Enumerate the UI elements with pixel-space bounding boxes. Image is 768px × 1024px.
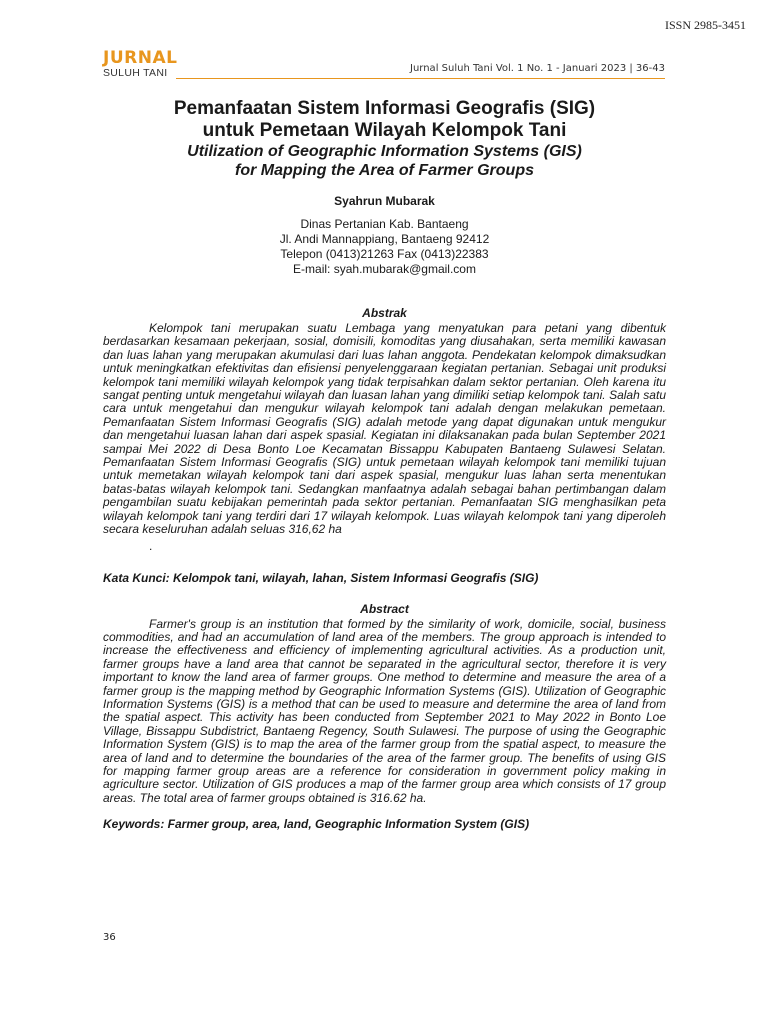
title-indonesian [103,98,666,142]
author-affiliation [103,217,666,277]
title-en-line1: Utilization of Geographic Information Systems (GIS) [187,143,582,160]
title-english [103,142,666,180]
abstrak-heading: Abstrak [362,306,407,320]
title-id-line2: untuk Pemetaan Wilayah Kelompok Tani [202,120,567,141]
abstrak-body [103,322,666,537]
abstrak-trailing-dot: . [149,538,153,553]
author-name: Syahrun Mubarak [334,194,435,208]
abstract-text: Farmer's group is an institution that formed by the similarity of work, domicile, social, business commodities, and had an accumulation of land area of the members. The group approach is intended to increase the effectiveness and efficiency of implementing agricultural activities. As a production unit, farmer groups have a land area that cannot be separated in the agricultural sector, therefore it is very important to know the land area of farmer groups. One method to determine and measure the area of a farmer group is the mapping method by Geographic Information Systems (GIS). Utilization of Geographic Information Systems (GIS) is a method that can be used to measure and determine the area of land from the spatial aspect. This activity has been conducted from September 2021 to May 2022 in Bonto Loe Village, Bissappu Subdistrict, Bantaeng Regency, South Sulawesi. The purpose of using the Geographic Information System (GIS) is to map the area of the farmer group from the spatial aspect, to measure the area of land and to determine the boundaries of the area of the farmer group. The benefits of using GIS for mapping farmer group areas are a reference for consideration in government policy making in agriculture sector. Utilization of GIS produces a map of the farmer group area which consists of 17 group areas. The total area of farmer groups obtained is 316.62 ha. [103,616,666,805]
header-rule [176,78,665,79]
issn-label: ISSN 2985-3451 [664,18,746,32]
kata-kunci: Kata Kunci: Kelompok tani, wilayah, lahan, Sistem Informasi Geografis (SIG) [103,570,539,585]
title-id-line1: Pemanfaatan Sistem Informasi Geografis (SIG) [173,98,596,119]
affiliation-email: E-mail: syah.mubarak@gmail.com [293,262,476,276]
keywords: Keywords: Farmer group, area, land, Geographic Information System (GIS) [103,817,530,832]
affiliation-address: Jl. Andi Mannappiang, Bantaeng 92412 [279,232,490,246]
page-number: 36 [103,932,116,943]
affiliation-phone: Telepon (0413)21263 Fax (0413)22383 [280,247,489,261]
abstract-heading: Abstract [360,601,409,616]
abstrak-text: Kelompok tani merupakan suatu Lembaga yang menyatukan para petani yang dibentuk berdasarkan kesamaan pekerjaan, sosial, domisili, komoditas yang diusahakan, serta memiliki kawasan dan luas lahan yang merupakan akumulasi dari luas lahan anggota. Pendekatan kelompok dimaksudkan untuk meningkatkan efektivitas dan efisiensi penyelenggaraan kegiatan pertanian. Sebagai unit produksi kelompok tani memiliki wilayah kelompok yang tidak terpisahkan dalam sektor pertanian. Oleh karena itu sangat penting untuk mengetahui wilayah dan luasan lahan yang dimiliki setiap kelompok tani. Salah satu cara untuk mengetahui dan mengukur wilayah kelompok tani adalah dengan melakukan pemetaan. Pemanfaatan Sistem Informasi Geografis (SIG) adalah metode yang dapat digunakan untuk mengukur dan mengetahui luasan lahan dari aspek spasial. Kegiatan ini dilaksanakan pada bulan September 2021 sampai Mei 2022 di Desa Bonto Loe Kecamatan Bissappu Kabupaten Bantaeng Sulawesi Selatan. Pemanfaatan Sistem Informasi Geografis (SIG) untuk pemetaan wilayah kelompok tani memiliki tujuan untuk memetakan wilayah kelompok tani dari aspek spasial, mengukur luas lahan serta menentukan batas-batas wilayah kelompok tani. Sedangkan manfaatnya adalah sebagai bahan pertimbangan dalam pengambilan suatu kebijakan pemerintah pada sektor pertanian. Pemanfaatan SIG menghasilkan peta wilayah kelompok tani yang terdiri dari 17 wilayah kelompok. Luas wilayah kelompok tani yang diperoleh secara keseluruhan adalah seluas 316,62 ha [103,321,666,537]
logo-suluh-tani-text: SULUH TANI [103,67,168,79]
running-head: Jurnal Suluh Tani Vol. 1 No. 1 - Januari 2023 | 36-43 [410,63,665,74]
journal-logo [103,50,177,79]
abstract-body [103,618,666,806]
title-en-line2: for Mapping the Area of Farmer Groups [235,162,534,179]
affiliation-institution: Dinas Pertanian Kab. Bantaeng [300,217,469,231]
logo-jurnal-text: JURNAL [103,48,178,68]
article-content [103,98,666,831]
